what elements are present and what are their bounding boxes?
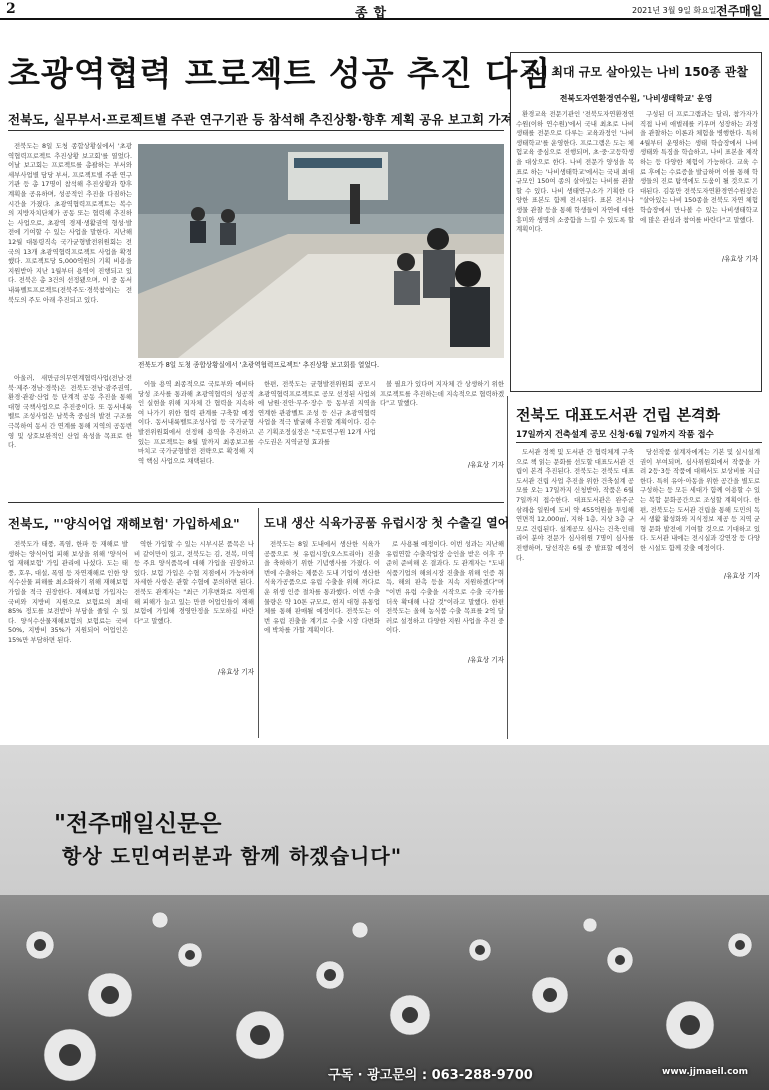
library-divider bbox=[516, 442, 762, 443]
sunflower-advertisement bbox=[0, 745, 769, 1090]
butterfly-subheadline: 전북도자연환경연수원, '나비생태학교' 운영 bbox=[559, 94, 713, 103]
lead-column-2: 이들 용역 최종적으로 국토부와 예비타당성 조사를 통과해 초광역협력의 성공적인 실현을 위해 지자체 간 협력을 지속하여 나가기 위한 협력 관계를 구축할 예정이다. 동서내륙벨트조성사업 등 국가균형발전위원회에서 선정해 용역을 추진하고 있는 프로젝트는 8월 말까지 최종보고를 마치고 국가균형발전 전략으로 확정해 지역 핵심 사업으로 채택된다. bbox=[138, 380, 254, 465]
lead-column-3: 한편, 전북도는 균형발전위원회 공모시 초광역협력프로젝트로 공모 선정된 사업외에 남원·진안·무주·장수 등 동부권 지역을 연계한 관광벨트 조성 등 신규 초광역협력 사업을 적극 발굴해 추진할 계획이다. 김수곤 기획조정실장은 "국토연구원 12개 사업 수도권은 지역균형 효과를 bbox=[258, 380, 376, 446]
lead-divider bbox=[8, 130, 504, 131]
insurance-column-2: 역한 가입할 수 있는 시부시본 품목은 나비 같이만이 있고, 전북도는 김, 전복, 미역 등 주요 양식품목에 대해 가입을 권장하고 있다. 보험 가입은 수협 지점에서 가능하며 자세한 사항은 관할 수협에 문의하면 된다. 전북도 관계자는 "최근 기후변화로 자연재해 피해가 늘고 있는 만큼 어업인들이 재해보험에 가입해 경영안정을 도모하길 바란다"고 말했다. /유효상 기자 bbox=[134, 540, 254, 677]
insurance-column-1: 전북도가 태풍, 폭염, 한파 등 재해로 발생하는 양식어업 피해 보상을 위해 '양식어업 재해보험' 가입 관리에 나섰다. 도는 태풍, 호우, 대설, 폭염 등 자연재해로 인한 양식수산물 피해를 최소화하기 위해 재해보험 가입을 적극 권장한다. 재해보험 가입자는 국비와 지방비 지원으로 보험료의 최대 85% 정도를 보전받아 부담을 줄일 수 있다. 양식수산물재해보험의 보험료는 국비 50%, 지방비 35%가 지원되어 어업인은 15%만 부담하면 된다. bbox=[8, 540, 128, 644]
export-byline: /유효상 기자 bbox=[467, 655, 504, 664]
page-header bbox=[0, 0, 769, 20]
ad-slogan-line-2: 항상 도민여러분과 함께 하겠습니다" bbox=[62, 844, 403, 868]
lead-column-4: 볼 필요가 있다며 지자체 간 상생하기 위한 프로젝트를 추진하는데 지속적으로 협력하겠다"고 말했다. /유효상 기자 bbox=[380, 380, 504, 469]
insurance-byline: /유효상 기자 bbox=[217, 668, 254, 677]
lead-subheadline: 전북도, 실무부서·프로젝트별 주관 연구기관 등 참석해 추진상황·향후 계획 공유 보고회 가져 bbox=[8, 112, 513, 127]
issue-date: 2021년 3월 9일 화요일 bbox=[632, 6, 717, 15]
butterfly-headline: 국내 최대 규모 살아있는 나비 150종 관찰 bbox=[524, 65, 748, 79]
lead-byline: /유효상 기자 bbox=[467, 460, 504, 469]
insurance-headline: 전북도, "'양식어업 재해보험' 가입하세요" bbox=[8, 516, 240, 531]
lead-headline: 초광역협력 프로젝트 성공 추진 다짐 bbox=[8, 54, 552, 93]
column-separator-2 bbox=[258, 508, 259, 738]
butterfly-byline: /유효상 기자 bbox=[721, 255, 758, 264]
ad-website[interactable]: www.jjmaeil.com bbox=[662, 1067, 748, 1077]
export-column-2: 로 사용될 예정이다. 이번 성과는 지난해 유럽연합 수출작업장 승인을 받은 이후 꾸준히 준비해 온 결과다. 도 관계자는 "도내 식품기업의 해외시장 진출을 위해 인증 취득, 해외 판촉 등을 지속 지원하겠다"며 "이번 유럽 수출을 시작으로 수출 국가를 더욱 확대해 나갈 것"이라고 말했다. 한편 전북도는 올해 농식품 수출 목표를 2억 달러로 설정하고 다양한 지원 사업을 추진 중이다. /유효상 기자 bbox=[386, 540, 504, 664]
ad-contact-phone: 구독 · 광고문의 : 063-288-9700 bbox=[328, 1068, 533, 1083]
section-divider bbox=[8, 502, 504, 503]
newspaper-brand: 전주매일 bbox=[716, 4, 763, 18]
lead-photo bbox=[138, 144, 504, 358]
column-separator bbox=[507, 396, 508, 739]
export-column-1: 전북도는 8일 도내에서 생산한 식육가공품으로 첫 유럽시장(오스트리아) 진출을 축하하기 위한 기념행사를 가졌다. 이번에 수출하는 제품은 도내 기업이 생산한 식육가공품으로 유럽 수출을 위해 까다로운 위생 인증 절차를 통과했다. 이번 수출 물량은 약 10톤 규모로, 현지 대형 유통업체를 통해 판매될 예정이다. 전북도는 이번 유럽 진출을 계기로 수출 시장 다변화에 박차를 가할 계획이다. bbox=[264, 540, 380, 635]
library-column-2: 당선작품 설계자에게는 기본 및 실시설계권이 부여되며, 심사위원회에서 작품을 가려 2등·3등 작품에 대해서도 보상비를 지급한다. 특히 유아·아동을 위한 공간을 별도로 구성하는 등 모든 세대가 함께 이용할 수 있는 복합 문화공간으로 조성할 계획이다. 한편, 전북도는 도서관 건립을 통해 도민의 독서 생활 활성화와 지식정보 제공 등 지역 균형 문화 발전에 기여할 것으로 기대하고 있다. 도서관 내에는 전시실과 강연장 등 다양한 시설도 함께 갖출 예정이다. /유효상 기자 bbox=[640, 448, 760, 580]
lead-column-1b: 아울러, 새만금의무연계협력사업(전남·전북·제주·경남·경북)은 전북도·전남·광주권역, 환경·관광·산업 등 단계적 공동 추진을 통해 대형 국책사업으로 추진중이다. 또 동서내륙벨트 조성사업은 남북축 중심의 발전 구조를 극복하여 동서 간 연계를 통해 지역의 공동번영 및 상호보완적인 산업 육성을 목표로 한다. bbox=[8, 374, 132, 450]
ad-slogan-line-1: "전주매일신문은 bbox=[54, 810, 222, 837]
lead-photo-caption: 전북도가 8일 도청 종합상황실에서 '초광역협력프로젝트' 추진상황 보고회를 열었다. bbox=[138, 361, 380, 369]
conference-photo bbox=[138, 144, 504, 358]
library-column-1: 도서관 정책 및 도서관 간 협력체계 구축으로 책 읽는 문화를 선도할 대표도서관 건립이 본격 추진된다. 전북도는 전북도 대표도서관 건립 사업 추진을 위한 건축설계 공모를 오는 17일까지 신청받아, 작품은 6월 7일까지 접수한다. 대표도서관은 완주군 삼례읍 일원에 도비 약 455억원을 투입해 연면적 12,000㎡, 지하 1층, 지상 3층 규모로 건립된다. 설계공모 심사는 건축·인테리어 분야 전문가 심사위원 7명이 심사를 진행하며, 당선작은 6월 중 발표할 예정이다. bbox=[516, 448, 634, 562]
lead-column-1: 전북도는 8일 도청 종합상황실에서 '초광역협력프로젝트 추진상황 보고회'를 열었다. 이날 보고회는 프로젝트를 총괄하는 부서와 세부사업별 담당 부서, 프로젝트별 주관 연구기관 등 총 17명이 참석해 추진상황과 향후 계획을 공유하며, 성공적인 추진을 다짐하는 시간을 가졌다. 초광역협력프로젝트는 복수의 지방자치단체가 공동 또는 협력해 추진하는 사업으로, 초광역 경제·생활권역 형성·발전에 기여할 수 있는 사업을 말한다. 지난해 12월 대통령직속 국가균형발전위원회는 전국의 13개 초광역협력프로젝트 사업을 확정했다. 프로젝트당 5,000억원의 기획 비용을 지원받아 지난 1월부터 용역이 진행되고 있다. 전북은 총 3건의 선정됐으며, 이 중 동서내륙벨트프로젝트(전북주도·경북참여)는 전북도의 주도 아래 추진되고 있다. bbox=[8, 142, 132, 304]
export-headline: 도내 생산 식육가공품 유럽시장 첫 수출길 열어 bbox=[264, 516, 510, 530]
library-subheadline: 17일까지 건축설계 공모 신청·6월 7일까지 작품 접수 bbox=[516, 429, 714, 439]
butterfly-column-2: 구성된 더 프로그램과는 달리, 참가자가 직접 나비 애벌레를 키우며 성장하는 과정을 관찰하는 이론과 체험을 병행한다. 특히 4월부터 운영하는 생태 학습장에서 나비 생태와 특징을 학습하고, 나비 표본을 제작하는 등 다양한 체험이 가능하다. 교육 수료 후에는 수료증을 발급하며 이를 통해 학생들의 진로 탐색에도 도움이 될 것으로 기대된다. 김동만 전북도자연환경연수원장은 "살아있는 나비 150종을 전북도 자연 체험학습장에서 만나볼 수 있는 나비생태학교에 많은 관심과 참여를 바란다"고 말했다. /유효상 기자 bbox=[640, 110, 758, 264]
butterfly-column-1: 환경교육 전문기관인 '전북도자연환경연수원(이하 연수원)'에서 국내 최초로 나비 생태를 전문으로 다루는 교육과정인 '나비생태학교'를 운영한다. 프로그램은 도는 체험교육 중심으로 진행되며, 초·중·고등학생을 대상으로 한다. 나비 전문가 양성을 목표로 하는 '나비생태학교'에서는 국내 최대 규모인 150여 종의 살아있는 나비를 관찰할 수 있다. 나비 생태연구소가 기획한 다양한 표본도 함께 전시된다. 표본 전시나 생물 관찰 등을 통해 학생들이 자연에 대한 흥미와 생명의 소중함을 느낄 수 있도록 할 계획이다. bbox=[516, 110, 634, 234]
section-name: 종합 bbox=[355, 6, 393, 21]
library-byline: /유효상 기자 bbox=[723, 571, 760, 580]
library-headline: 전북도 대표도서관 건립 본격화 bbox=[516, 406, 721, 424]
page-number: 2 bbox=[6, 1, 16, 17]
sunflower-field-image bbox=[0, 745, 769, 1090]
